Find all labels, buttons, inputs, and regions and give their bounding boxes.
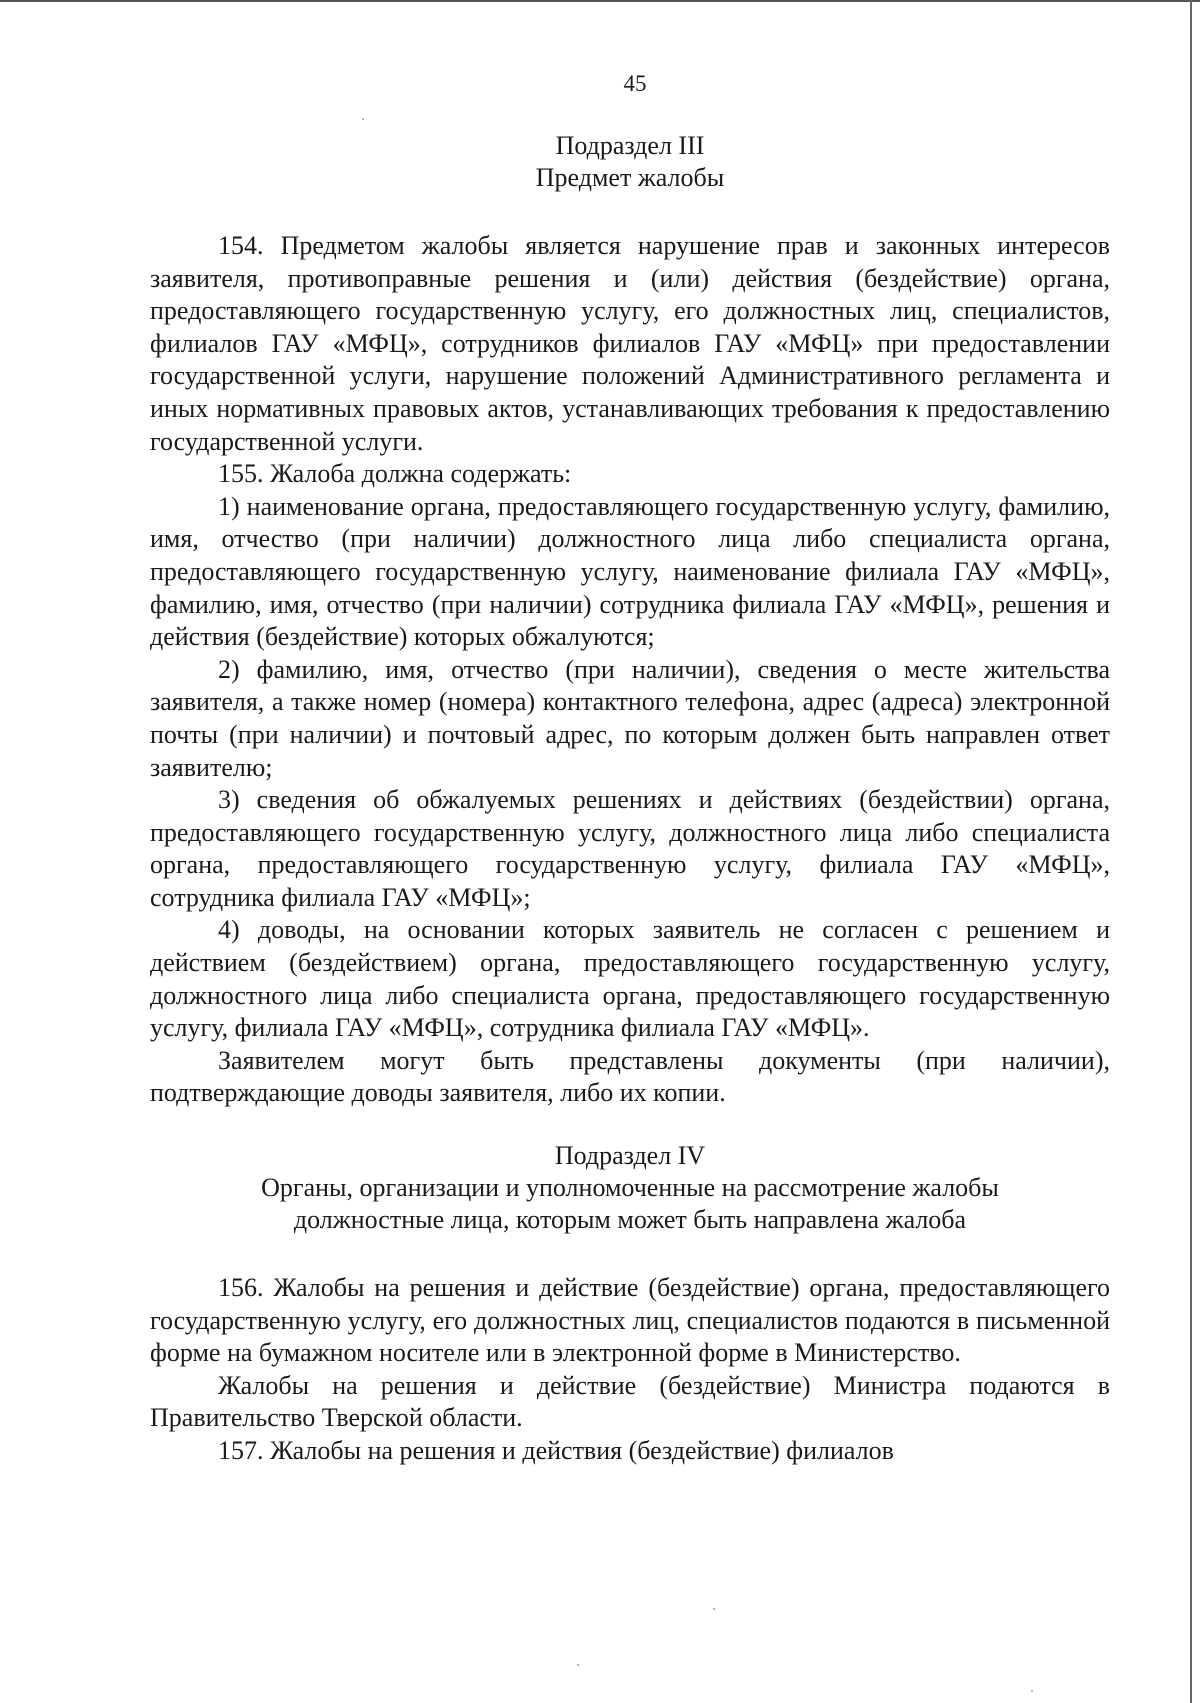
subsection-4-title: Подраздел IV [554, 1141, 706, 1171]
subsection-4-body [150, 1272, 1110, 1468]
subsection-4-heading [150, 1140, 1110, 1236]
page-number: 45 [623, 71, 647, 96]
paragraph-minister: Жалобы на решения и действие (бездействие) Министра подаются в Правительство Тверской области. [150, 1370, 1110, 1433]
paragraph-documents: Заявителем могут быть представлены документы (при наличии), подтверждающие доводы заявителя, либо их копии. [150, 1045, 1110, 1108]
list-item-1: 1) наименование органа, предоставляющего государственную услугу, фамилию, имя, отчество (при наличии) должностного лица либо специалиста органа, предоставляющего государственную услугу, наименование филиала ГАУ «МФЦ», фамилию, имя, отчество (при наличии) сотрудника филиала ГАУ «МФЦ», решения и действия (бездействие) которых обжалуются; [150, 491, 1110, 652]
scan-edge-top [0, 0, 1200, 2]
scan-speck [362, 118, 364, 120]
scan-speck [1031, 1690, 1033, 1692]
subsection-3-body [150, 230, 1110, 1110]
subsection-3-subtitle: Предмет жалобы [535, 163, 725, 192]
list-item-3: 3) сведения об обжалуемых решениях и действиях (бездействии) органа, предоставляющего государственную услугу, должностного лица либо специалиста органа, предоставляющего государственную услугу, филиала ГАУ «МФЦ», сотрудника филиала ГАУ «МФЦ»; [150, 785, 1110, 912]
section-gap [150, 1110, 1110, 1140]
paragraph-156: 156. Жалобы на решения и действие (бездействие) органа, предоставляющего государственную услугу, его должностных лиц, специалистов подаются в письменной форме на бумажном носителе или в электронной форме в Министерство. [150, 1273, 1110, 1368]
paragraph-154: 154. Предметом жалобы является нарушение прав и законных интересов заявителя, противоправные решения и (или) действия (бездействие) органа, предоставляющего государственную услугу, его должностных лиц, специалистов, филиалов ГАУ «МФЦ», сотрудников филиалов ГАУ «МФЦ» при предоставлении государственной услуги, нарушение положений Административного регламента и иных нормативных правовых актов, устанавливающих требования к предоставлению государственной услуги. [150, 231, 1110, 456]
scan-speck [713, 1608, 715, 1610]
subsection-4-subtitle-line1: Органы, организации и уполномоченные на рассмотрение жалобы [261, 1173, 999, 1203]
scan-edge-right [1190, 0, 1192, 1703]
paragraph-155: 155. Жалоба должна содержать: [218, 459, 572, 489]
list-item-2: 2) фамилию, имя, отчество (при наличии), сведения о месте жительства заявителя, а также номер (номера) контактного телефона, адрес (адреса) электронной почты (при наличии) и почтовый адрес, по которым должен быть направлен ответ заявителю; [150, 654, 1110, 782]
document-page [150, 68, 1110, 1468]
list-item-4: 4) доводы, на основании которых заявитель не согласен с решением и действием (бездействием) органа, предоставляющего государственную услугу, должностного лица либо специалиста органа, предоставляющего государственную услугу, филиала ГАУ «МФЦ», сотрудника филиала ГАУ «МФЦ». [150, 915, 1110, 1043]
subsection-3-heading [150, 130, 1110, 194]
subsection-3-title: Подраздел III [555, 131, 705, 160]
scan-speck [577, 1664, 579, 1666]
paragraph-157: 157. Жалобы на решения и действия (бездействие) филиалов [218, 1436, 894, 1465]
subsection-4-subtitle-line2: должностные лица, которым может быть направлена жалоба [293, 1205, 967, 1235]
